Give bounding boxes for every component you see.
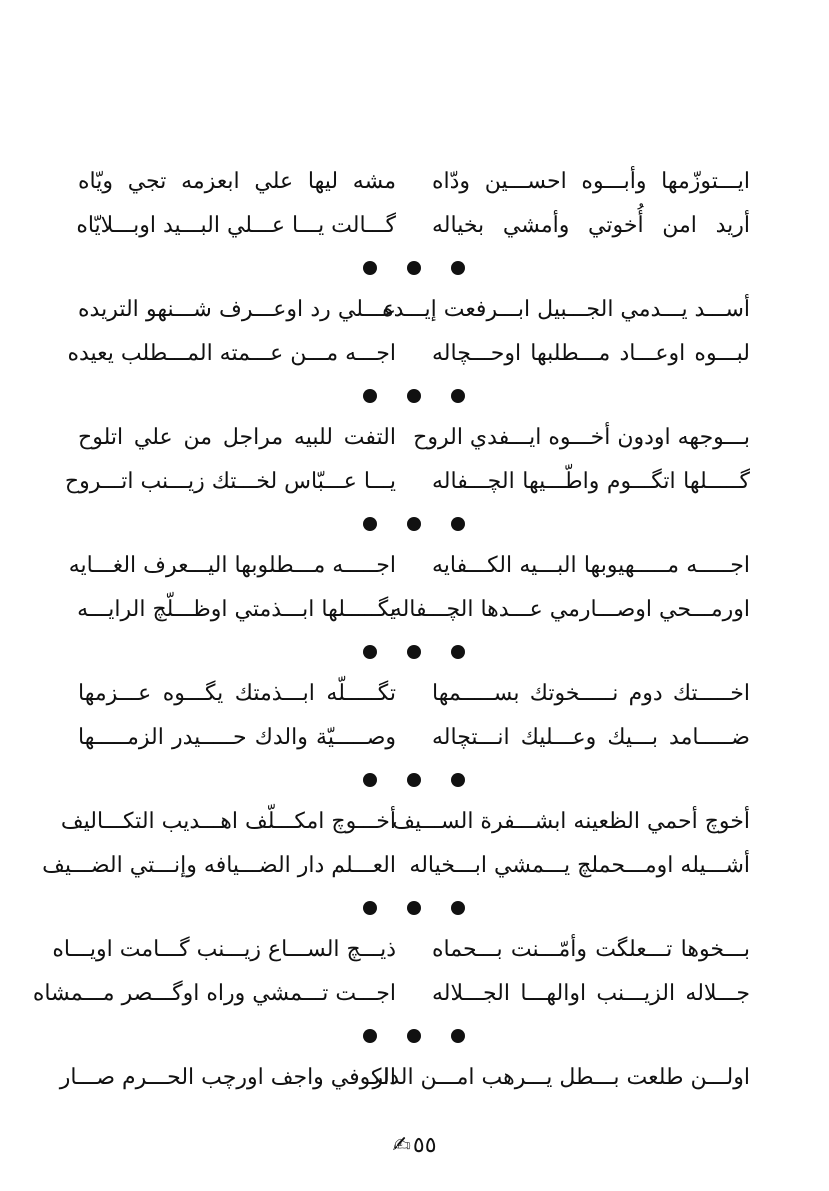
verse-left-hemistich: اورمـــحي اوصـــارمي عـــدها الچـــفاله bbox=[390, 597, 750, 622]
verse-left-hemistich: أشـــيله اومـــحملچ يـــمشي ابـــخياله bbox=[409, 853, 750, 878]
stanza-separator bbox=[78, 376, 750, 416]
verse-line bbox=[78, 672, 750, 716]
separator-dot bbox=[407, 1029, 421, 1043]
separator-dot bbox=[451, 517, 465, 531]
verse-left-hemistich: أســـد يـــدمي الجـــبيل ابـــرفعت إيـــده bbox=[382, 297, 750, 322]
verse-line bbox=[78, 716, 750, 760]
verse-left-hemistich: جـــلاله الزيـــنب اوالهـــا الجـــلاله bbox=[432, 981, 750, 1006]
verse-line bbox=[42, 844, 750, 888]
pen-icon: ✍ bbox=[392, 1133, 411, 1158]
separator-dot bbox=[363, 517, 377, 531]
separator-dot bbox=[363, 901, 377, 915]
verse-left-hemistich: بـــوجهه اودون أخـــوه ايـــفدي الروح bbox=[413, 425, 750, 450]
separator-dot bbox=[407, 389, 421, 403]
verse-right-hemistich: گـــالت يـــا عـــلي البـــيد اوبـــلايّاه bbox=[76, 213, 396, 238]
stanza-separator bbox=[78, 1016, 750, 1056]
verse-left-hemistich: گـــــلها اتگـــوم واطّـــيها الچـــفاله bbox=[432, 469, 750, 494]
separator-dot bbox=[451, 389, 465, 403]
stanza bbox=[67, 288, 750, 376]
page-number-value: ٥٥ bbox=[412, 1133, 437, 1158]
separator-dot bbox=[407, 901, 421, 915]
verse-right-hemistich: يـــا عـــبّاس لخـــتك زيـــنب اتـــروح bbox=[64, 469, 396, 494]
separator-dot bbox=[407, 517, 421, 531]
separator-dot bbox=[363, 1029, 377, 1043]
stanza bbox=[64, 416, 750, 504]
verse-right-hemistich: أخـــوچ امكـــلّف اهـــديب التكـــاليف bbox=[60, 809, 396, 834]
stanza bbox=[78, 672, 750, 760]
verse-right-hemistich: الكوفي واجف اورچب الحـــرم صـــار bbox=[59, 1065, 396, 1090]
verse-left-hemistich: اجـــــه مـــــهيوبها البـــيه الكـــفايه bbox=[432, 553, 750, 578]
separator-dot bbox=[407, 261, 421, 275]
verse-left-hemistich: أريد امن أُخوتي وأمشي بخياله bbox=[432, 213, 750, 238]
verse-right-hemistich: التفت للبيه مراجل من علي اتلوح bbox=[78, 425, 396, 450]
verse-right-hemistich: ذيـــچ الســـاع زيـــنب گـــامت اويـــاه bbox=[52, 937, 396, 962]
verse-right-hemistich: اجـــــه مـــطلوبها اليـــعرف الغـــايه bbox=[68, 553, 396, 578]
verse-line bbox=[78, 160, 750, 204]
verse-line bbox=[78, 204, 750, 248]
verse-left-hemistich: أخوچ أحمي الظعينه ابشـــفرة الســـيف bbox=[392, 809, 750, 834]
verse-right-hemistich: مشه ليها علي ابعزمه تجي ويّاه bbox=[78, 169, 396, 194]
verse-line bbox=[78, 288, 750, 332]
stanza-separator bbox=[78, 504, 750, 544]
separator-dot bbox=[451, 901, 465, 915]
stanza bbox=[68, 544, 750, 632]
verse-left-hemistich: ضـــــامد بـــيك وعـــليك انـــتچاله bbox=[432, 725, 750, 750]
verse-right-hemistich: تگـــــلّه ابـــذمتك يگـــوه عـــزمها bbox=[78, 681, 396, 706]
verse-left-hemistich: لبـــوه اوعـــاد مـــطلبها اوحـــچاله bbox=[432, 341, 750, 366]
separator-dot bbox=[407, 645, 421, 659]
verse-line bbox=[78, 588, 750, 632]
verse-left-hemistich: اولـــن طلعت بـــطل يـــرهب امـــن الدار bbox=[372, 1065, 750, 1090]
stanza bbox=[42, 800, 750, 888]
stanza-separator bbox=[78, 760, 750, 800]
separator-dot bbox=[451, 261, 465, 275]
stanza bbox=[78, 160, 750, 248]
verse-line bbox=[59, 1056, 750, 1100]
separator-dot bbox=[363, 645, 377, 659]
verse-left-hemistich: بـــخوها تـــعلگت وأمّـــنت بـــحماه bbox=[432, 937, 750, 962]
verse-left-hemistich: ايـــتوزّمها وأبـــوه احســـين ودّاه bbox=[432, 169, 750, 194]
separator-dot bbox=[363, 261, 377, 275]
verse-line bbox=[32, 972, 750, 1016]
verse-right-hemistich: وصـــــيّة والدك حـــــيدر الزمـــــها bbox=[78, 725, 396, 750]
stanza-separator bbox=[78, 632, 750, 672]
stanza-separator bbox=[78, 888, 750, 928]
verse-line bbox=[68, 544, 750, 588]
verse-line bbox=[67, 332, 750, 376]
separator-dot bbox=[363, 773, 377, 787]
separator-dot bbox=[363, 389, 377, 403]
verse-line bbox=[60, 800, 750, 844]
separator-dot bbox=[407, 773, 421, 787]
verse-line bbox=[78, 416, 750, 460]
stanza bbox=[32, 928, 750, 1016]
separator-dot bbox=[451, 1029, 465, 1043]
verse-line bbox=[64, 460, 750, 504]
verse-line bbox=[52, 928, 750, 972]
separator-dot bbox=[451, 773, 465, 787]
poem-body bbox=[32, 160, 750, 1100]
verse-right-hemistich: يگـــــلها ابـــذمتي اوظـــلّچ الرايـــه bbox=[77, 597, 396, 622]
stanza bbox=[59, 1056, 750, 1100]
verse-right-hemistich: اجـــه مـــن عـــمته المـــطلب يعيده bbox=[67, 341, 396, 366]
verse-left-hemistich: اخـــــتك دوم نـــــخوتك بســـــمها bbox=[432, 681, 750, 706]
separator-dot bbox=[451, 645, 465, 659]
page-number bbox=[0, 1133, 829, 1158]
stanza-separator bbox=[78, 248, 750, 288]
verse-right-hemistich: العـــلم دار الضـــيافه وإنـــتي الضـــيف bbox=[42, 853, 396, 878]
verse-right-hemistich: اجـــت تـــمشي وراه اوگـــصر مـــمشاه bbox=[32, 981, 396, 1006]
verse-right-hemistich: عـــلي رد اوعـــرف شـــنهو التريده bbox=[78, 297, 396, 322]
